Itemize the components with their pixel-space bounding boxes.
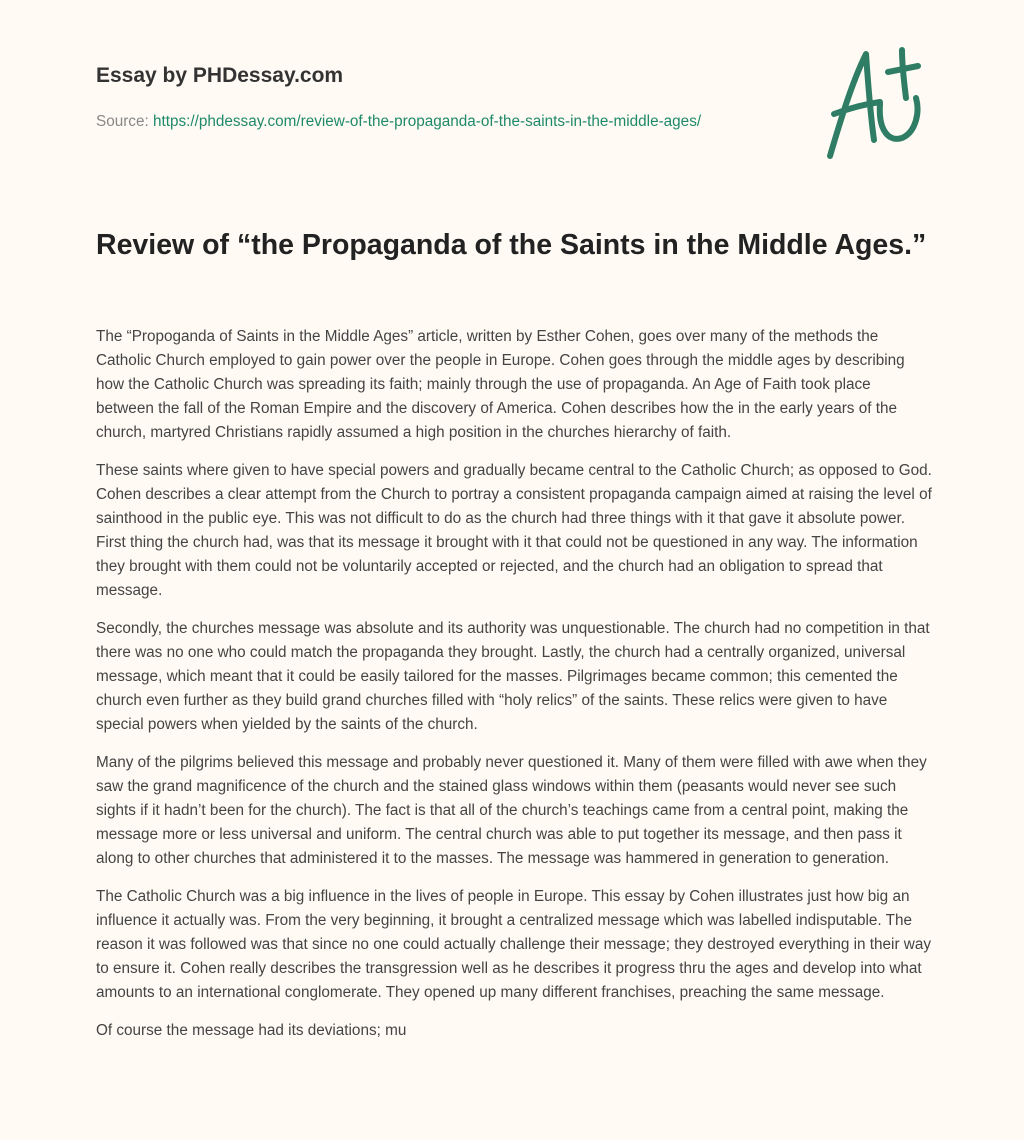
site-title: Essay by PHDessay.com (96, 64, 344, 87)
source-label: Source: (96, 113, 149, 130)
essay-body (96, 325, 932, 1057)
a-plus-logo-icon (820, 42, 930, 162)
paragraph: These saints where given to have special powers and gradually became central to the Catholic Church; as opposed to God. Cohen describes a clear attempt from the Church to portray a consistent propaganda campaign aimed at raising the level of sainthood in the public eye. This was not difficult to do as the church had three things with it that gave it absolute power. First thing the church had, was that its message it brought with it that could not be questioned in any way. The information they brought with them could not be voluntarily accepted or rejected, and the church had an obligation to spread that message. (96, 462, 932, 599)
paragraph: Of course the message had its deviations; mu (96, 1022, 407, 1039)
paragraph: The “Propoganda of Saints in the Middle Ages” article, written by Esther Cohen, goes over many of the methods the Catholic Church employed to gain power over the people in Europe. Cohen goes through the middle ages by describing how the Catholic Church was spreading its faith; mainly through the use of propaganda. An Age of Faith took place between the fall of the Roman Empire and the discovery of America. Cohen describes how the in the early years of the church, martyred Christians rapidly assumed a high position in the churches hierarchy of faith. (96, 328, 905, 441)
source-line (96, 110, 736, 134)
paragraph: Many of the pilgrims believed this message and probably never questioned it. Many of them were filled with awe when they saw the grand magnificence of the church and the stained glass windows within them (peasants would never see such sights if it hadn’t been for the church). The fact is that all of the church’s teachings came from a central point, making the message more or less universal and uniform. The central church was able to put together its message, and then pass it along to other churches that administered it to the masses. The message was hammered in generation to generation. (96, 754, 927, 867)
paragraph: Secondly, the churches message was absolute and its authority was unquestionable. The church had no competition in that there was no one who could match the propaganda they brought. Lastly, the church had a centrally organized, universal message, which meant that it could be easily tailored for the masses. Pilgrimages became common; this cemented the church even further as they build grand churches filled with “holy relics” of the saints. These relics were given to have special powers when yielded by the saints of the church. (96, 620, 930, 733)
essay-title: Review of “the Propaganda of the Saints in the Middle Ages.” (96, 229, 927, 261)
paragraph: The Catholic Church was a big influence in the lives of people in Europe. This essay by Cohen illustrates just how big an influence it actually was. From the very beginning, it brought a centralized message which was labelled indisputable. The reason it was followed was that since no one could actually challenge their message; they destroyed everything in their way to ensure it. Cohen really describes the transgression well as he describes it progress thru the ages and develop into what amounts to an international conglomerate. They opened up many different franchises, preaching the same message. (96, 888, 931, 1001)
source-link[interactable]: https://phdessay.com/review-of-the-propaganda-of-the-saints-in-the-middle-ages/ (152, 113, 702, 130)
